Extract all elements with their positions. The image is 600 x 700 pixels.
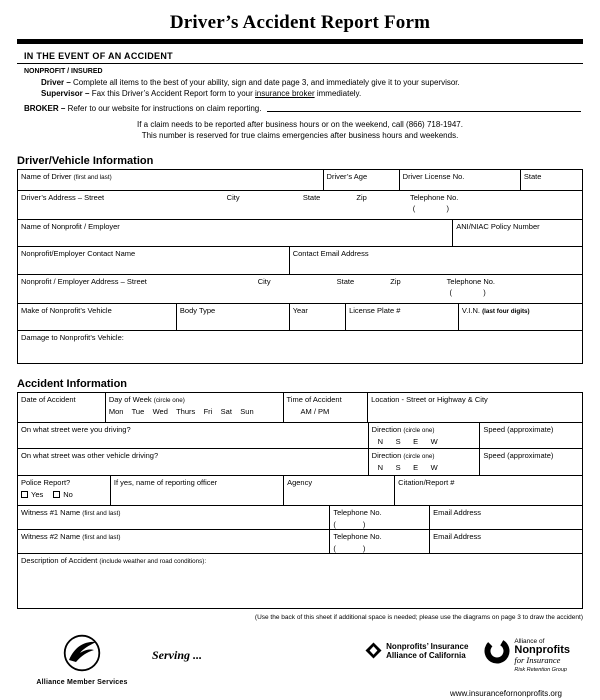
field-label: Day of Week: [108, 395, 152, 404]
day-options: Mon Tue Wed Thurs Fri Sat Sun: [108, 407, 254, 416]
driver-instruction-label: Driver –: [41, 78, 71, 87]
table-row: [18, 529, 582, 553]
date-of-accident-cell: Date of Accident: [21, 395, 76, 404]
supervisor-instruction-label: Supervisor –: [41, 89, 90, 98]
broker-text: Refer to our website for instructions on claim reporting.: [67, 104, 262, 113]
niac-name-line1: Nonprofits’ Insurance: [386, 642, 469, 651]
police-report-cell: [18, 476, 110, 505]
table-row: [18, 303, 582, 330]
accident-description-cell: [18, 554, 582, 608]
telephone-parens: ( ): [449, 288, 486, 297]
ani-logo-icon: [484, 638, 510, 664]
table-row: [18, 422, 582, 448]
field-label: V.I.N.: [461, 306, 480, 315]
day-of-week-cell: [105, 393, 283, 422]
event-heading: IN THE EVENT OF AN ACCIDENT: [24, 51, 173, 61]
table-row: [18, 190, 582, 219]
location-cell: Location - Street or Highway & City: [367, 393, 582, 422]
witness1-phone-cell: [329, 506, 429, 529]
ani-name-line3: for Insurance: [514, 655, 561, 665]
telephone-label: Telephone No.: [409, 193, 459, 202]
ams-logo-icon: [63, 634, 101, 672]
direction-cell: [368, 449, 480, 475]
field-label: Witness #2 Name: [21, 532, 81, 541]
witness2-phone-cell: [329, 530, 429, 553]
yes-checkbox[interactable]: [21, 491, 28, 498]
vehicle-make-cell: Make of Nonprofit’s Vehicle: [21, 306, 112, 315]
city-label: City: [257, 277, 271, 286]
ani-logo-block: [484, 638, 570, 673]
niac-logo-block: [365, 642, 468, 660]
ams-logo-block: [30, 634, 134, 686]
broker-instruction: [24, 103, 583, 113]
witness2-email-cell: Email Address: [429, 530, 582, 553]
insurance-broker-link[interactable]: insurance broker: [255, 89, 315, 98]
street-other-vehicle-cell: On what street was other vehicle driving?: [21, 451, 159, 460]
ams-name: Alliance Member Services: [36, 679, 128, 686]
time-of-accident-cell: [283, 393, 368, 422]
telephone-parens: ( ): [333, 520, 366, 529]
police-report-options: [21, 490, 108, 499]
table-row: [18, 219, 582, 246]
body-type-cell: Body Type: [176, 304, 289, 330]
direction-options: N S E W: [377, 463, 438, 472]
telephone-label: Telephone No.: [446, 277, 495, 286]
citation-report-cell: Citation/Report #: [394, 476, 582, 505]
field-label: Time of Accident: [286, 395, 342, 404]
supervisor-instruction-text: Fax this Driver’s Accident Report form to your: [91, 89, 253, 98]
ani-name-line2: Nonprofits: [514, 644, 570, 656]
nonprofit-name-cell: Name of Nonprofit / Employer: [21, 222, 120, 231]
website-url: www.insurancefornonprofits.org: [449, 689, 562, 698]
circle-one-hint: (circle one): [403, 453, 435, 460]
policy-number-cell: ANI/NIAC Policy Number: [452, 220, 582, 246]
field-sublabel: (last four digits): [482, 308, 530, 315]
ampm-options: AM / PM: [300, 407, 330, 416]
street-label: Driver’s Address – Street: [21, 193, 105, 202]
field-label: Direction: [371, 425, 402, 434]
field-sublabel: (first and last): [82, 534, 121, 541]
supervisor-instruction-text-post: immediately.: [316, 89, 362, 98]
driver-license-cell: Driver License No.: [399, 170, 520, 190]
city-label: City: [226, 193, 240, 202]
witness1-email-cell: Email Address: [429, 506, 582, 529]
table-row: [18, 448, 582, 475]
field-label: Name of Driver: [21, 172, 72, 181]
field-label-row: [372, 451, 478, 460]
zip-label: Zip: [356, 193, 367, 202]
agency-cell: Agency: [283, 476, 394, 505]
direction-options: N S E W: [377, 437, 438, 446]
emergency-note-line1: If a claim needs to be reported after business hours or on the weekend, call (866) 718-1947.: [137, 120, 463, 129]
driver-vehicle-heading: Driver/Vehicle Information: [17, 155, 154, 167]
field-label-row: [109, 395, 281, 404]
niac-name: [386, 642, 468, 660]
field-sublabel: (first and last): [82, 510, 121, 517]
circle-one-hint: (circle one): [403, 427, 435, 434]
field-sublabel: (first and last): [73, 174, 112, 181]
accident-info-table: [17, 392, 583, 609]
speed-cell: Speed (approximate): [479, 423, 582, 448]
name-of-driver-cell: [18, 170, 323, 190]
ani-name: [514, 638, 570, 673]
contact-name-cell: Nonprofit/Employer Contact Name: [21, 249, 136, 258]
field-label: Police Report?: [21, 478, 71, 487]
street-you-driving-cell: On what street were you driving?: [21, 425, 131, 434]
ani-name-line1: Alliance of: [514, 638, 545, 645]
table-row: [18, 505, 582, 529]
driver-address-cell: [18, 191, 582, 219]
no-checkbox[interactable]: [53, 491, 60, 498]
telephone-label: Telephone No.: [333, 532, 382, 541]
back-of-sheet-note: (Use the back of this sheet if additional space is needed; please use the diagrams on page 3 to draw the accident): [254, 614, 583, 621]
witness1-name-cell: [18, 506, 329, 529]
table-row: [18, 330, 582, 363]
broker-label: BROKER –: [24, 104, 66, 113]
form-title: Driver’s Accident Report Form: [169, 12, 431, 33]
driver-instruction-text: Complete all items to the best of your ability, sign and date page 3, and immediately give it to your supervisor.: [73, 78, 460, 87]
event-heading-rule: [17, 63, 583, 64]
circle-one-hint: (circle one): [153, 397, 185, 404]
niac-name-line2: Alliance of California: [386, 651, 466, 660]
field-label: Direction: [371, 451, 402, 460]
table-row: [18, 393, 582, 422]
driver-vehicle-table: [17, 169, 583, 364]
vehicle-damage-cell: Damage to Nonprofit’s Vehicle:: [21, 333, 124, 342]
drivers-age-cell: Driver’s Age: [323, 170, 399, 190]
accident-info-heading: Accident Information: [17, 378, 128, 390]
vin-cell: [458, 304, 582, 330]
field-sublabel: (include weather and road conditions):: [99, 558, 207, 565]
street-label: Nonprofit / Employer Address – Street: [21, 277, 147, 286]
witness2-name-cell: [18, 530, 329, 553]
state-label: State: [302, 193, 321, 202]
speed-cell: Speed (approximate): [479, 449, 582, 475]
telephone-parens: ( ): [412, 204, 450, 213]
nonprofit-address-cell: [18, 275, 582, 303]
driver-instruction: [41, 77, 583, 88]
field-label: Description of Accident: [21, 556, 98, 565]
niac-logo-icon: [365, 642, 382, 659]
supervisor-instruction: [41, 88, 583, 99]
driver-license-state-cell: State: [520, 170, 582, 190]
table-row: [18, 246, 582, 274]
risk-retention-label: Risk Retention Group: [514, 667, 567, 673]
serving-text: Serving ...: [152, 648, 203, 662]
contact-email-cell: Contact Email Address: [289, 247, 582, 274]
emergency-note-line2: This number is reserved for true claims emergencies after business hours and weekends.: [141, 130, 459, 140]
broker-fill-line: [267, 103, 581, 112]
year-cell: Year: [289, 304, 345, 330]
reporting-officer-cell: If yes, name of reporting officer: [110, 476, 283, 505]
telephone-parens: ( ): [333, 544, 366, 553]
direction-cell: [368, 423, 480, 448]
zip-label: Zip: [390, 277, 401, 286]
title-rule: [17, 39, 583, 44]
emergency-note: [17, 120, 583, 141]
table-row: [18, 274, 582, 303]
no-label: No: [63, 490, 73, 499]
footer: [30, 634, 570, 686]
table-row: [18, 170, 582, 190]
telephone-label: Telephone No.: [333, 508, 382, 517]
table-row: [18, 475, 582, 505]
license-plate-cell: License Plate #: [345, 304, 458, 330]
yes-label: Yes: [31, 490, 44, 499]
table-row: [18, 553, 582, 608]
field-label: Witness #1 Name: [21, 508, 81, 517]
state-label: State: [336, 277, 355, 286]
nonprofit-insured-label: NONPROFIT / INSURED: [24, 68, 103, 75]
field-label-row: [372, 425, 478, 434]
